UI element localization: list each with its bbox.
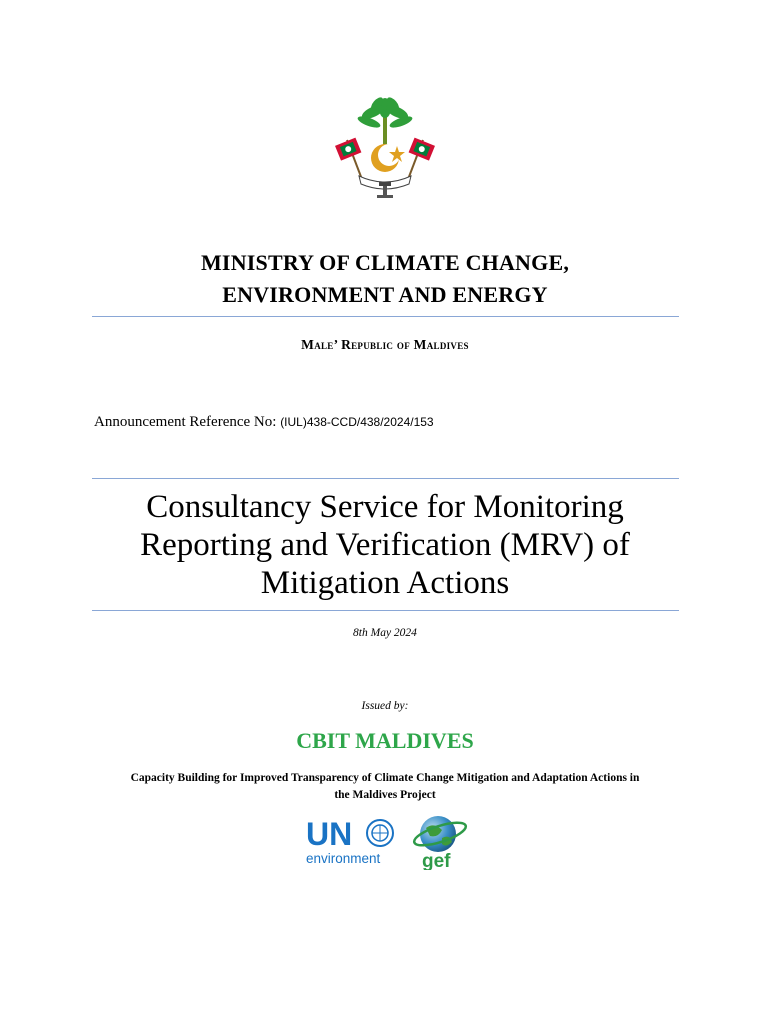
maldives-emblem-icon	[333, 96, 437, 200]
issued-by-label: Issued by:	[361, 700, 409, 712]
title-line-2: Reporting and Verification (MRV) of	[140, 527, 630, 563]
un-environment-logo	[304, 815, 400, 867]
gef-logo	[412, 812, 468, 870]
announcement-number: (IUL)438-CCD/438/2024/153	[280, 415, 434, 429]
un-logo-subtext: environment	[306, 851, 381, 866]
document-title	[0, 488, 770, 602]
announcement-label: Announcement Reference No:	[94, 414, 281, 430]
title-line-1: Consultancy Service for Monitoring	[146, 489, 624, 525]
un-emblem-icon	[367, 820, 393, 846]
ministry-line-2: ENVIRONMENT AND ENERGY	[222, 282, 548, 307]
project-line-1: Capacity Building for Improved Transparency of Climate Change Mitigation and Adaptation Actions in	[130, 772, 640, 784]
title-line-3: Mitigation Actions	[260, 565, 510, 601]
location-line: Male’ Republic of Maldives	[301, 337, 469, 352]
project-name	[90, 770, 680, 804]
ministry-line-1: MINISTRY OF CLIMATE CHANGE,	[200, 250, 570, 275]
title-bottom-divider	[92, 610, 679, 611]
un-logo-text: UN	[306, 816, 353, 852]
project-line-2: the Maldives Project	[334, 789, 436, 801]
header-divider	[92, 316, 679, 317]
announcement-reference	[94, 414, 434, 431]
gef-logo-text: gef	[422, 851, 451, 870]
organization-name: CBIT MALDIVES	[296, 728, 474, 753]
ministry-name	[0, 247, 770, 311]
title-top-divider	[92, 478, 679, 479]
document-date: 8th May 2024	[353, 627, 417, 639]
